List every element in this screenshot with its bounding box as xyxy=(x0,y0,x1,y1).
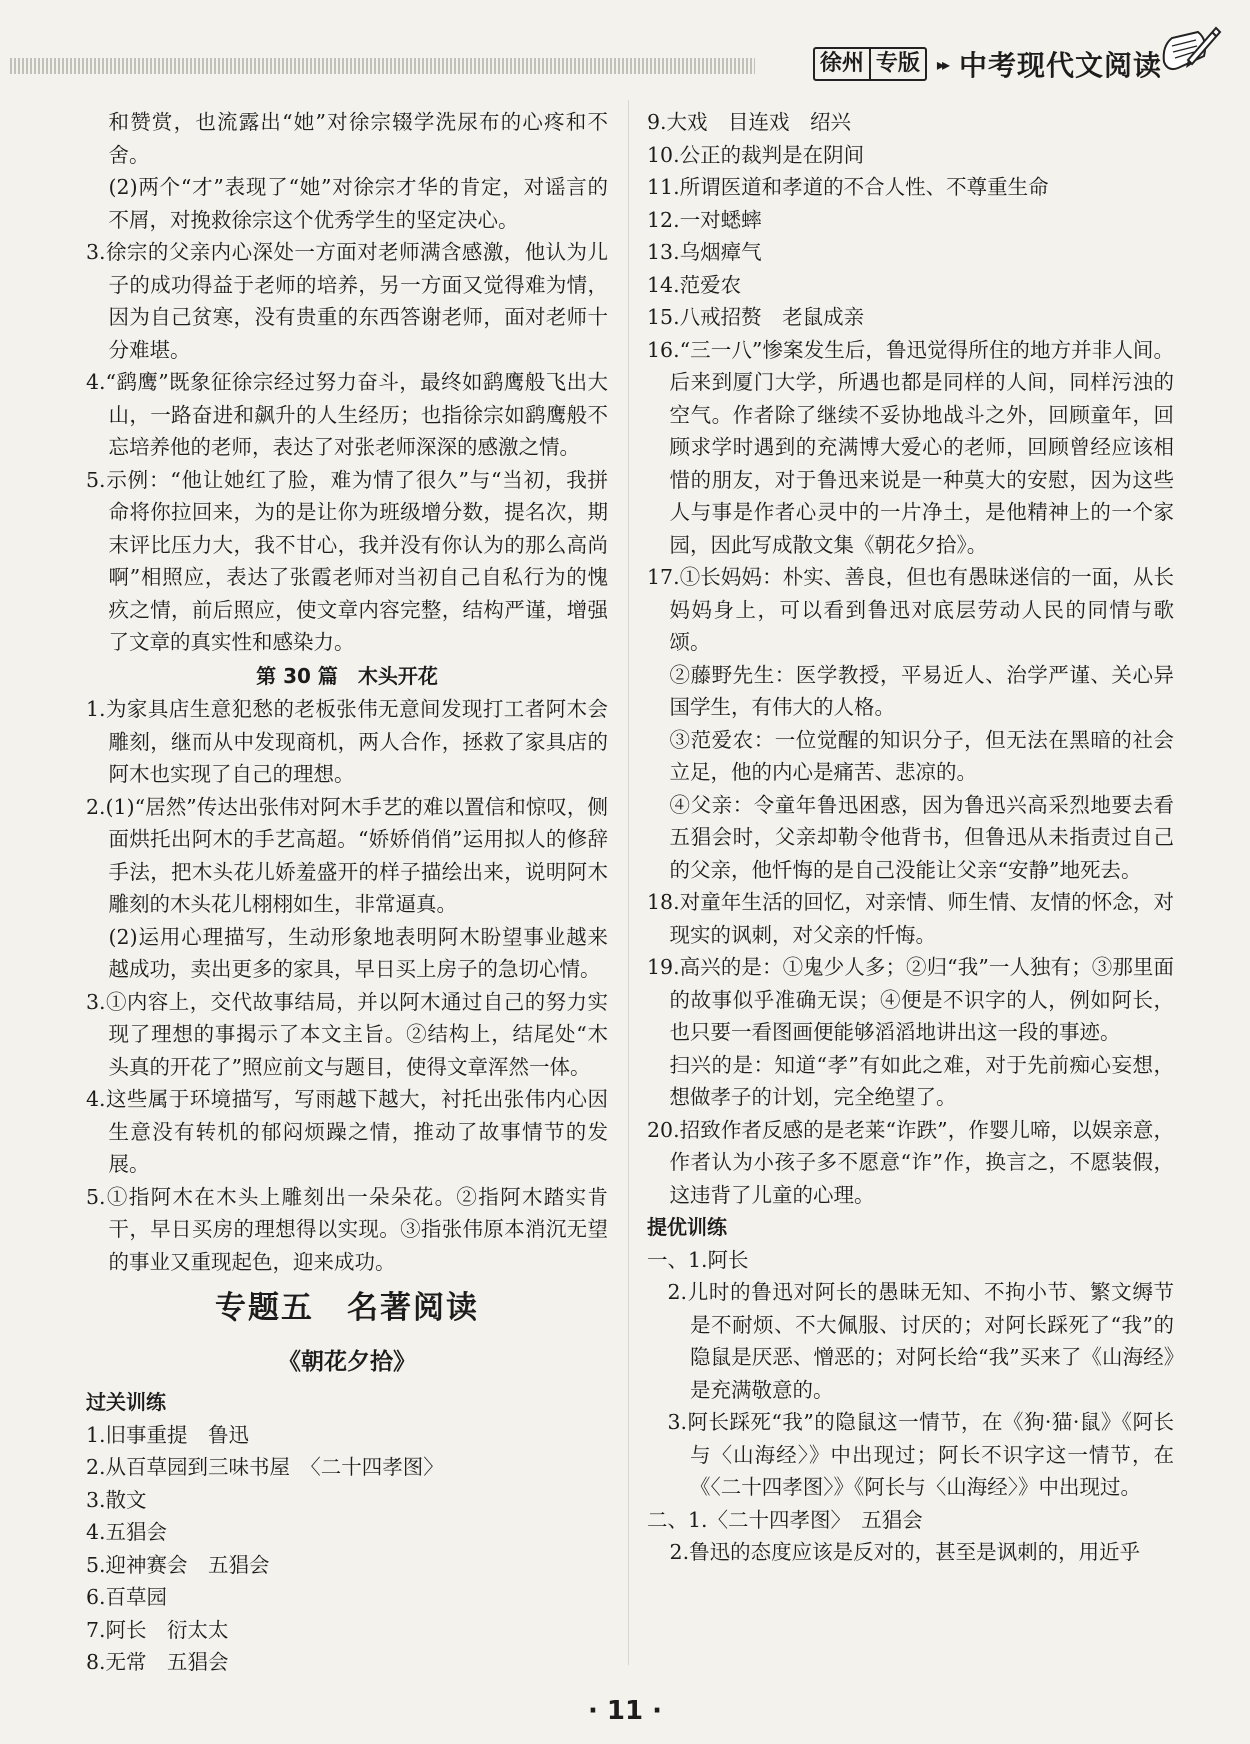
answer-paragraph: ③范爱农：一位觉醒的知识分子，但无法在黑暗的社会立足，他的内心是痛苦、悲凉的。 xyxy=(669,727,1174,784)
answer-paragraph: 2.从百草园到三味书屋 〈二十四孝图〉 xyxy=(86,1455,444,1479)
answer-paragraph: 3.散文 xyxy=(86,1487,147,1512)
pencil-scroll-icon xyxy=(1158,22,1222,84)
answer-paragraph: 3.阿长踩死“我”的隐鼠这一情节，在《狗·猫·鼠》《阿长与〈山海经〉》中出现过；阿长不识字这一情节，在《〈二十四孝图〉》《阿长与〈山海经〉》中出现过。 xyxy=(667,1410,1174,1499)
edition-label: 专版 xyxy=(869,49,925,79)
answer-paragraph: (2)运用心理描写，生动形象地表明阿木盼望事业越来越成功，卖出更多的家具，早日买上房子的急切心情。 xyxy=(108,924,608,981)
answer-paragraph: ④父亲：令童年鲁迅困惑，因为鲁迅兴高采烈地要去看五猖会时，父亲却勒令他背书，但鲁迅从未指责过自己的父亲，他忏悔的是自己没能让父亲“安静”地死去。 xyxy=(669,792,1174,882)
answer-paragraph: 10.公正的裁判是在阴间 xyxy=(647,142,865,167)
answer-paragraph: 12.一对蟋蟀 xyxy=(647,207,762,232)
sub-heading: 提优训练 xyxy=(647,1215,727,1239)
column-divider xyxy=(628,100,629,1665)
answer-paragraph: 8.无常 五猖会 xyxy=(86,1650,229,1674)
section-title: 第 30 篇 木头开花 xyxy=(256,663,438,688)
answer-paragraph: 18.对童年生活的回忆，对亲情、师生情、友情的怀念，对现实的讽刺，对父亲的忏悔。 xyxy=(647,890,1174,947)
book-title: 中考现代文阅读 xyxy=(958,49,1162,82)
sub-heading: 过关训练 xyxy=(86,1390,166,1414)
answer-paragraph: 扫兴的是：知道“孝”有如此之难，对于先前痴心妄想，想做孝子的计划，完全绝望了。 xyxy=(669,1052,1174,1109)
answer-paragraph: 1.为家具店生意犯愁的老板张伟无意间发现打工者阿木会雕刻，继而从中发现商机，两人合作，拯救了家具店的阿木也实现了自己的理想。 xyxy=(86,697,608,786)
answer-paragraph: 16.“三一八”惨案发生后，鲁迅觉得所住的地方并非人间。后来到厦门大学，所遇也都是同样的人间，同样污浊的空气。作者除了继续不妥协地战斗之外，回顾童年，回顾求学时遇到的充满博大爱心的老师，回顾曾经应该相惜的朋友，对于鲁迅来说是一种莫大的安慰，因为这些人与事是作者心灵中的一片净土，是他精神上的一个家园，因此写成散文集《朝花夕拾》。 xyxy=(647,337,1174,557)
answer-paragraph: 2.(1)“居然”传达出张伟对阿木手艺的难以置信和惊叹，侧面烘托出阿木的手艺高超。“娇娇俏俏”运用拟人的修辞手法，把木头花儿娇羞盛开的样子描绘出来，说明阿木雕刻的木头花儿栩栩如生，非常逼真。 xyxy=(86,794,608,916)
answer-paragraph: 二、1.〈二十四孝图〉 五猖会 xyxy=(647,1507,923,1532)
answer-paragraph: 5.迎神赛会 五猖会 xyxy=(86,1552,270,1577)
edition-badge xyxy=(813,47,927,81)
answer-paragraph: 20.招致作者反感的是老莱“诈跌”，作婴儿啼，以娱亲意，作者认为小孩子多不愿意“诈”作，换言之，不愿装假，这违背了儿童的心理。 xyxy=(647,1117,1174,1207)
answer-paragraph: 3.徐宗的父亲内心深处一方面对老师满含感激，他认为儿子的成功得益于老师的培养，另一方面又觉得难为情，因为自己贫寒，没有贵重的东西答谢老师，面对老师十分难堪。 xyxy=(86,240,608,362)
answer-paragraph: 13.乌烟瘴气 xyxy=(647,240,762,264)
answer-paragraph: 4.这些属于环境描写，写雨越下越大，衬托出张伟内心因生意没有转机的郁闷烦躁之情，推动了故事情节的发展。 xyxy=(86,1087,608,1176)
arrow-icon: ▸▸ xyxy=(936,54,947,74)
answer-paragraph: 4.五猖会 xyxy=(86,1520,168,1544)
edition-city: 徐州 xyxy=(819,51,864,76)
answer-paragraph: (2)两个“才”表现了“她”对徐宗才华的肯定，对谣言的不屑，对挽救徐宗这个优秀学生的坚定决心。 xyxy=(108,175,608,232)
answer-paragraph: 17.①长妈妈：朴实、善良，但也有愚昧迷信的一面，从长妈妈身上，可以看到鲁迅对底层劳动人民的同情与歌颂。 xyxy=(647,565,1174,654)
answer-paragraph: 4.“鹞鹰”既象征徐宗经过努力奋斗，最终如鹞鹰般飞出大山，一路奋进和飙升的人生经历；也指徐宗如鹞鹰般不忘培养他的老师，表达了对张老师深深的感激之情。 xyxy=(86,370,608,459)
running-header xyxy=(813,44,1162,84)
answer-paragraph: 19.高兴的是：①鬼少人多；②归“我”一人独有；③那里面的故事似乎准确无误；④便是不识字的人，例如阿长，也只要一看图画便能够滔滔地讲出这一段的事迹。 xyxy=(647,955,1174,1044)
answer-paragraph: 15.八戒招赘 老鼠成亲 xyxy=(647,305,865,329)
answer-paragraph: 2.儿时的鲁迅对阿长的愚昧无知、不拘小节、繁文缛节是不耐烦、不大佩服、讨厌的；对阿长踩死了“我”的隐鼠是厌恶、憎恶的；对阿长给“我”买来了《山海经》是充满敬意的。 xyxy=(667,1280,1174,1402)
answer-paragraph: 11.所谓医道和孝道的不合人性、不尊重生命 xyxy=(647,175,1049,199)
answer-paragraph: 和赞赏，也流露出“她”对徐宗辍学洗尿布的心疼和不舍。 xyxy=(108,110,608,167)
book-name-heading: 《朝花夕拾》 xyxy=(278,1348,416,1375)
answer-paragraph: 14.范爱农 xyxy=(647,272,742,297)
answer-paragraph: ②藤野先生：医学教授，平易近人、治学严谨、关心异国学生，有伟大的人格。 xyxy=(669,662,1174,719)
right-column xyxy=(647,106,1174,1569)
answer-paragraph: 2.鲁迅的态度应该是反对的，甚至是讽刺的，用近乎 xyxy=(669,1540,1141,1564)
answer-paragraph: 5.①指阿木在木头上雕刻出一朵朵花。②指阿木踏实肯干，早日买房的理想得以实现。③指张伟原本消沉无望的事业又重现起色，迎来成功。 xyxy=(86,1184,608,1274)
answer-paragraph: 6.百草园 xyxy=(86,1585,168,1609)
answer-paragraph: 一、1.阿长 xyxy=(647,1247,749,1272)
topic-title: 专题五 名著阅读 xyxy=(215,1290,479,1326)
left-column xyxy=(86,106,608,1679)
answer-paragraph: 9.大戏 目连戏 绍兴 xyxy=(647,110,852,134)
page-number: · 11 · xyxy=(587,1696,663,1726)
answer-paragraph: 1.旧事重提 鲁迅 xyxy=(86,1422,250,1447)
answer-paragraph: 7.阿长 衍太太 xyxy=(86,1617,229,1642)
answer-paragraph: 3.①内容上，交代故事结局，并以阿木通过自己的努力实现了理想的事揭示了本文主旨。②结构上，结尾处“木头真的开花了”照应前文与题目，使得文章浑然一体。 xyxy=(86,989,608,1079)
answer-paragraph: 5.示例：“他让她红了脸，难为情了很久”与“当初，我拼命将你拉回来，为的是让你为班级增分数，提名次，期末评比压力大，我不甘心，我并没有你认为的那么高尚啊”相照应，表达了张霞老师对当初自己自私行为的愧疚之情，前后照应，使文章内容完整，结构严谨，增强了文章的真实性和感染力。 xyxy=(86,467,608,654)
header-rule xyxy=(10,58,755,74)
